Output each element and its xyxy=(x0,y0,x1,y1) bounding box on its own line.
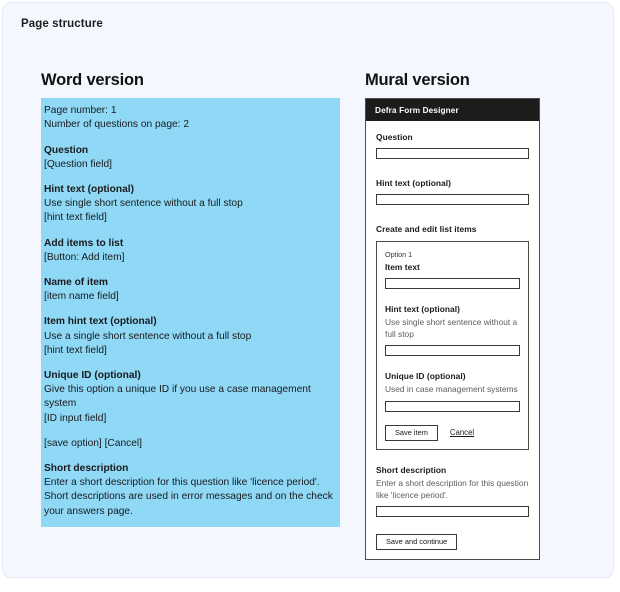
word-line-text: Enter a short description for this question like 'licence period'. Short descriptions are used in error messages and on the check your answers page. xyxy=(44,477,336,517)
word-line-text: Use a single short sentence without a full stop xyxy=(44,330,252,342)
form-designer-window xyxy=(365,98,540,560)
window-titlebar: Defra Form Designer xyxy=(366,99,539,121)
question-input[interactable] xyxy=(376,148,529,159)
word-line-text: Give this option a unique ID if you use a case management system xyxy=(44,384,314,410)
list-item-card xyxy=(376,241,529,450)
mural-version-heading: Mural version xyxy=(365,71,470,89)
word-line-heading: Name of item xyxy=(44,276,108,288)
hint-text-label: Hint text (optional) xyxy=(376,178,451,189)
word-line-spacer xyxy=(44,304,336,315)
form-body xyxy=(366,121,539,559)
word-line-text: [Button: Add item] xyxy=(44,251,125,263)
word-line-text: [Question field] xyxy=(44,158,112,170)
short-description-label: Short description xyxy=(376,465,447,476)
word-line-heading: Unique ID (optional) xyxy=(44,369,141,381)
word-line-text: Page number: 1 xyxy=(44,105,117,117)
word-line-heading: Add items to list xyxy=(44,237,124,249)
item-card-actions xyxy=(385,425,520,442)
word-line-spacer xyxy=(44,172,336,183)
word-version-column xyxy=(41,71,341,527)
item-text-label: Item text xyxy=(385,262,420,273)
word-line-heading: Short description xyxy=(44,463,129,474)
word-line-spacer xyxy=(44,133,336,144)
unique-id-label: Unique ID (optional) xyxy=(385,371,466,382)
word-line-text: [hint text field] xyxy=(44,212,107,224)
cancel-link[interactable]: Cancel xyxy=(449,428,475,438)
unique-id-help: Used in case management systems xyxy=(385,384,518,395)
short-description-help: Enter a short description for this question like 'licence period'. xyxy=(376,478,529,500)
word-line-text: Number of questions on page: 2 xyxy=(44,119,189,131)
word-line-spacer xyxy=(44,226,336,237)
word-line-heading: Item hint text (optional) xyxy=(44,316,157,328)
save-item-button[interactable]: Save item xyxy=(385,425,438,442)
word-line-heading: Hint text (optional) xyxy=(44,183,134,195)
option-tag: Option 1 xyxy=(385,250,413,260)
word-line-text: [item name field] xyxy=(44,291,119,303)
unique-id-input[interactable] xyxy=(385,401,520,412)
word-line-spacer xyxy=(44,426,336,437)
item-hint-help: Use single short sentence without a full stop xyxy=(385,317,518,339)
word-line-spacer xyxy=(44,451,336,462)
word-version-heading: Word version xyxy=(41,71,144,89)
word-line-text: [hint text field] xyxy=(44,344,107,356)
page-title: Page structure xyxy=(21,18,103,30)
list-items-section-label: Create and edit list items xyxy=(376,224,477,235)
hint-text-input[interactable] xyxy=(376,194,529,205)
item-hint-input[interactable] xyxy=(385,345,520,356)
word-line-text: [ID input field] xyxy=(44,412,107,424)
mural-version-column xyxy=(365,71,541,560)
word-line-text: [save option] [Cancel] xyxy=(44,437,142,449)
word-line-heading: Question xyxy=(44,144,89,156)
question-label: Question xyxy=(376,132,413,143)
item-text-input[interactable] xyxy=(385,278,520,289)
word-line-spacer xyxy=(44,358,336,369)
save-and-continue-button[interactable]: Save and continue xyxy=(376,534,457,551)
word-version-content-block xyxy=(41,98,340,527)
word-line-text: Use single short sentence without a full stop xyxy=(44,198,243,210)
item-hint-label: Hint text (optional) xyxy=(385,304,460,315)
page-canvas xyxy=(2,2,614,578)
word-line-spacer xyxy=(44,265,336,276)
short-description-input[interactable] xyxy=(376,506,529,517)
